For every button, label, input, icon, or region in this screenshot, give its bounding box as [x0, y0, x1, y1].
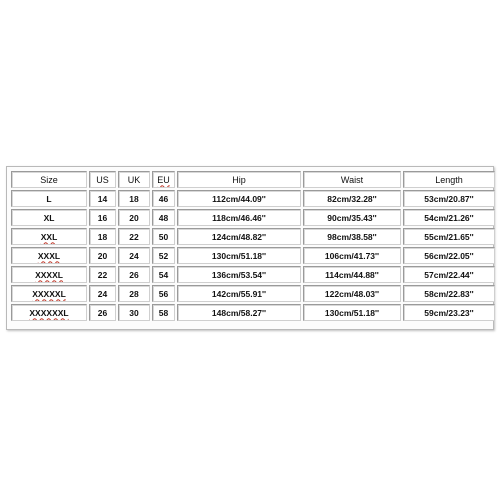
cell-waist: 90cm/35.43'' — [303, 209, 401, 226]
cell-size: XXXL — [11, 247, 87, 264]
cell-hip: 124cm/48.82'' — [177, 228, 301, 245]
cell-uk: 20 — [118, 209, 150, 226]
cell-hip: 112cm/44.09'' — [177, 190, 301, 207]
cell-size: XXXXL — [11, 266, 87, 283]
table-row — [11, 228, 495, 245]
header-uk: UK — [118, 171, 150, 188]
cell-us: 16 — [89, 209, 116, 226]
cell-uk: 26 — [118, 266, 150, 283]
cell-us: 14 — [89, 190, 116, 207]
cell-us: 24 — [89, 285, 116, 302]
cell-waist: 98cm/38.58'' — [303, 228, 401, 245]
header-row — [11, 171, 495, 188]
cell-waist: 122cm/48.03'' — [303, 285, 401, 302]
cell-size: XXXXXL — [11, 285, 87, 302]
cell-us: 18 — [89, 228, 116, 245]
cell-eu: 54 — [152, 266, 175, 283]
table-row — [11, 304, 495, 321]
cell-eu: 50 — [152, 228, 175, 245]
table-row — [11, 247, 495, 264]
cell-waist: 130cm/51.18'' — [303, 304, 401, 321]
cell-hip: 136cm/53.54'' — [177, 266, 301, 283]
cell-length: 58cm/22.83'' — [403, 285, 495, 302]
cell-length: 56cm/22.05'' — [403, 247, 495, 264]
cell-uk: 30 — [118, 304, 150, 321]
table-row — [11, 209, 495, 226]
table-row — [11, 285, 495, 302]
cell-length: 55cm/21.65'' — [403, 228, 495, 245]
cell-hip: 142cm/55.91'' — [177, 285, 301, 302]
cell-waist: 106cm/41.73'' — [303, 247, 401, 264]
header-hip: Hip — [177, 171, 301, 188]
cell-hip: 130cm/51.18'' — [177, 247, 301, 264]
cell-eu: 56 — [152, 285, 175, 302]
size-chart-grid — [9, 169, 497, 323]
cell-length: 57cm/22.44'' — [403, 266, 495, 283]
size-chart-table — [6, 166, 494, 330]
cell-length: 54cm/21.26'' — [403, 209, 495, 226]
header-length: Length — [403, 171, 495, 188]
header-waist: Waist — [303, 171, 401, 188]
cell-length: 59cm/23.23'' — [403, 304, 495, 321]
cell-waist: 114cm/44.88'' — [303, 266, 401, 283]
cell-uk: 22 — [118, 228, 150, 245]
table-row — [11, 266, 495, 283]
cell-uk: 18 — [118, 190, 150, 207]
cell-size: XL — [11, 209, 87, 226]
header-size: Size — [11, 171, 87, 188]
cell-us: 22 — [89, 266, 116, 283]
header-eu: EU — [152, 171, 175, 188]
table-row — [11, 190, 495, 207]
cell-size: XXXXXXL — [11, 304, 87, 321]
cell-uk: 28 — [118, 285, 150, 302]
header-us: US — [89, 171, 116, 188]
cell-eu: 48 — [152, 209, 175, 226]
cell-size: L — [11, 190, 87, 207]
cell-length: 53cm/20.87'' — [403, 190, 495, 207]
cell-eu: 52 — [152, 247, 175, 264]
cell-eu: 58 — [152, 304, 175, 321]
cell-us: 26 — [89, 304, 116, 321]
cell-uk: 24 — [118, 247, 150, 264]
cell-waist: 82cm/32.28'' — [303, 190, 401, 207]
cell-size: XXL — [11, 228, 87, 245]
cell-eu: 46 — [152, 190, 175, 207]
cell-hip: 118cm/46.46'' — [177, 209, 301, 226]
cell-us: 20 — [89, 247, 116, 264]
cell-hip: 148cm/58.27'' — [177, 304, 301, 321]
